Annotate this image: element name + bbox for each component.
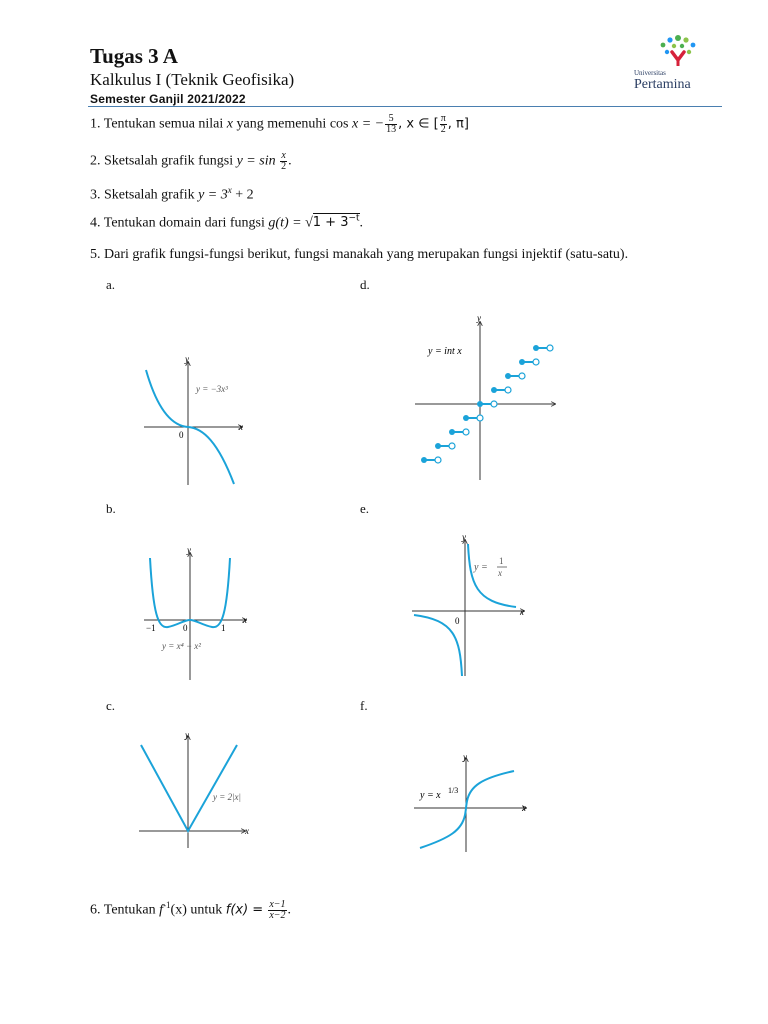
q1-pi-fraction — [440, 114, 447, 135]
q1-pi-num: π — [440, 113, 446, 124]
step-closed-dot — [421, 457, 427, 463]
university-logo — [632, 30, 724, 92]
graph-b-equation: y = x⁴ − x² — [162, 641, 201, 651]
q2-fraction — [280, 151, 287, 172]
q6-fraction — [268, 900, 286, 921]
graph-a-origin: 0 — [179, 430, 184, 440]
q6-mid: (x) untuk — [170, 902, 226, 918]
graph-a-label: a. — [106, 277, 116, 292]
step-closed-dot — [463, 415, 469, 421]
q3-eq: y = 3 — [198, 187, 228, 203]
question-3 — [90, 185, 254, 204]
q1-end: , π] — [447, 116, 469, 132]
q4-sup: −t — [348, 214, 360, 224]
graph-a — [138, 350, 258, 490]
q1-cond: , x ∈ [ — [398, 116, 439, 132]
logo-text-top: Universitas — [634, 69, 666, 77]
question-2 — [90, 151, 292, 172]
q2-end: . — [288, 153, 292, 169]
step-closed-dot — [435, 443, 441, 449]
graph-e-label: e. — [360, 501, 370, 516]
graph-f — [410, 750, 535, 855]
q3-sup: x — [227, 185, 232, 195]
graph-e-frac-den: x — [498, 568, 502, 578]
graph-f-label: f. — [360, 698, 368, 713]
question-6 — [90, 900, 291, 921]
q1-frac-den: 13 — [386, 124, 397, 135]
graph-b — [140, 543, 260, 683]
question-5: 5. Dari grafik fungsi-fungsi berikut, fungsi manakah yang merupakan fungsi injektif (satu-satu). — [90, 247, 629, 262]
q4-sqrt-body — [313, 213, 360, 230]
q4-eq: g(t) = — [268, 215, 306, 231]
graph-e-frac-num: 1 — [499, 556, 504, 566]
page-title: Tugas 3 A — [90, 44, 178, 68]
q6-end: . — [287, 902, 292, 918]
graph-d-label: d. — [360, 277, 370, 292]
step-open-dot — [533, 359, 539, 365]
graph-e-y-label: y — [462, 532, 466, 542]
graph-b-x-label: x — [243, 615, 247, 625]
graph-e-x-label: x — [520, 607, 524, 617]
step-open-dot — [491, 401, 497, 407]
q2-eq: y = sin — [236, 153, 280, 169]
step-open-dot — [435, 457, 441, 463]
step-closed-dot — [449, 429, 455, 435]
step-open-dot — [547, 345, 553, 351]
graph-b-y-label: y — [187, 545, 191, 555]
step-closed-dot — [533, 345, 539, 351]
graph-c-x-label: x — [245, 826, 249, 836]
header-rule — [88, 106, 722, 107]
q2-frac-den: 2 — [281, 161, 287, 172]
step-open-dot — [505, 387, 511, 393]
logo-text-name: Pertamina — [634, 77, 691, 92]
graph-d — [410, 310, 560, 485]
logo-tree-icon — [661, 35, 696, 66]
q1-fraction — [385, 114, 397, 135]
q1-eq: x = − — [352, 116, 385, 132]
q4-end: . — [359, 215, 364, 231]
q6-finv: f — [159, 902, 164, 918]
step-open-dot — [477, 415, 483, 421]
q6-frac-den: x−2 — [269, 910, 286, 921]
q6-prefix: 6. Tentukan — [90, 902, 160, 918]
q1-prefix: 1. Tentukan semua nilai — [90, 116, 227, 132]
semester-label: Semester Ganjil 2021/2022 — [90, 92, 246, 106]
graph-e — [410, 530, 530, 680]
q1-mid: yang memenuhi cos — [233, 116, 352, 132]
graph-f-x-label: x — [522, 803, 526, 813]
q1-var: x — [226, 116, 234, 132]
graph-c-y-label: y — [185, 730, 189, 740]
q3-end: + 2 — [231, 187, 254, 203]
q2-prefix: 2. Sketsalah grafik fungsi — [90, 153, 237, 169]
graph-f-curve — [420, 771, 514, 848]
graph-e-equation: y = — [474, 562, 488, 573]
step-closed-dot — [491, 387, 497, 393]
q1-frac-num: 5 — [385, 114, 397, 125]
q6-frac-num: x−1 — [269, 899, 286, 910]
graph-d-equation: y = int x — [428, 346, 462, 357]
graph-b-origin: 0 — [183, 623, 188, 633]
q1-pi-den: 2 — [440, 124, 446, 135]
graph-c-equation: y = 2|x| — [213, 792, 242, 802]
graph-d-y-label: y — [477, 313, 481, 323]
graph-c — [135, 730, 260, 850]
graph-a-y-label: y — [185, 354, 189, 364]
q6-finv-sup: -1 — [163, 900, 171, 911]
graph-f-sup: 1/3 — [448, 786, 459, 795]
graph-c-curve — [141, 745, 237, 831]
graph-b-label: b. — [106, 501, 116, 516]
q4-sqrt-base: 1 + 3 — [312, 215, 349, 231]
step-closed-dot — [519, 359, 525, 365]
question-4 — [90, 214, 363, 231]
course-subtitle: Kalkulus I (Teknik Geofisika) — [90, 70, 295, 89]
q6-eq: f(x) = — [225, 902, 268, 918]
graph-a-equation: y = −3x³ — [196, 384, 228, 394]
step-open-dot — [449, 443, 455, 449]
graph-f-equation: y = x — [420, 790, 441, 801]
q3-prefix: 3. Sketsalah grafik — [90, 187, 199, 203]
graph-c-label: c. — [106, 698, 116, 713]
q4-prefix: 4. Tentukan domain dari fungsi — [90, 215, 269, 231]
question-1 — [90, 114, 469, 135]
graph-e-origin: 0 — [455, 616, 460, 626]
step-open-dot — [463, 429, 469, 435]
q4-sqrt-sign: √ — [305, 215, 313, 231]
graph-a-x-label: x — [239, 422, 243, 432]
graph-b-pos1: 1 — [221, 623, 226, 633]
graph-b-neg1: −1 — [146, 623, 156, 633]
step-closed-dot — [477, 401, 483, 407]
graph-f-y-label: y — [463, 752, 467, 762]
step-closed-dot — [505, 373, 511, 379]
step-open-dot — [519, 373, 525, 379]
graph-e-curve-right — [468, 544, 516, 607]
q2-frac-num: x — [281, 150, 286, 161]
